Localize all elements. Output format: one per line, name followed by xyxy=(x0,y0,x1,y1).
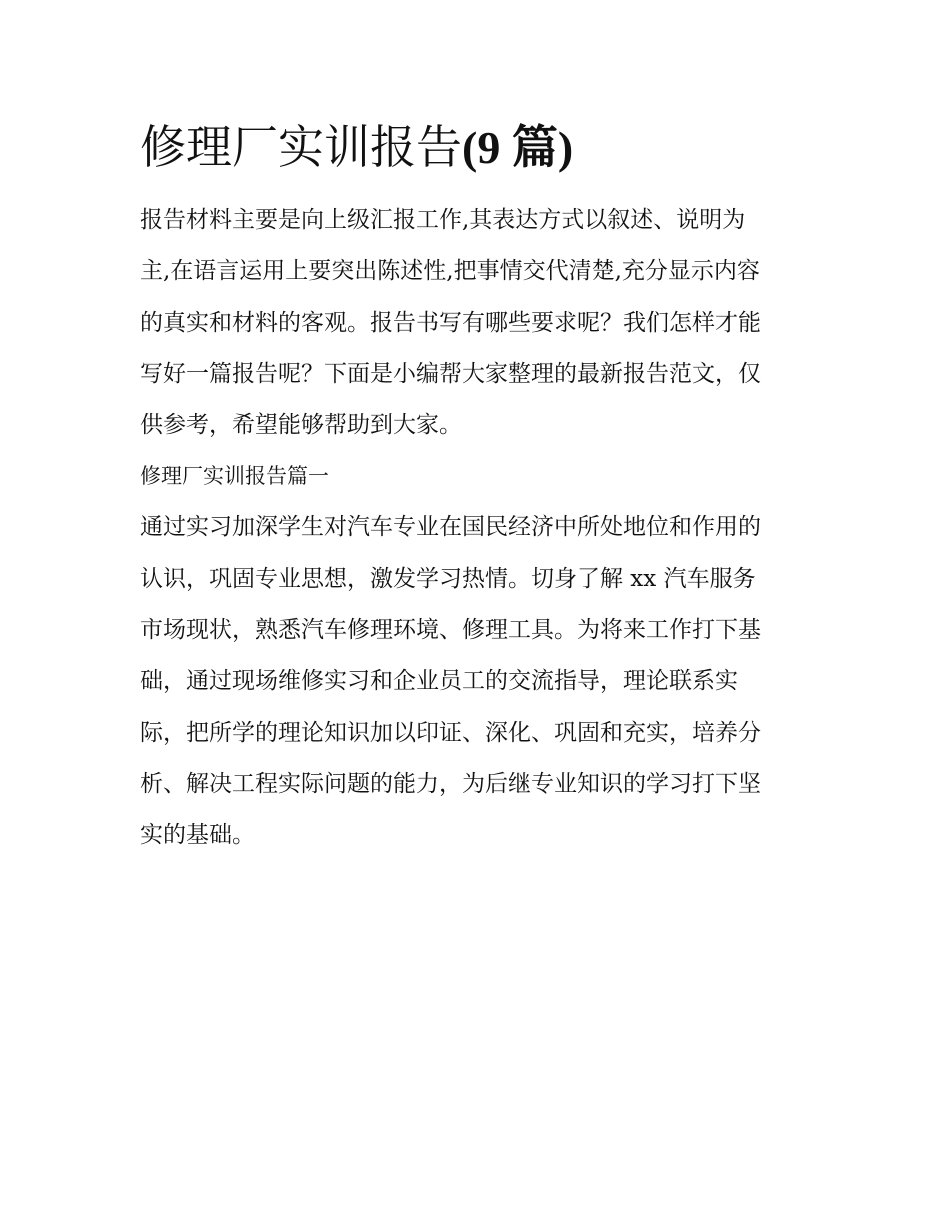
body-line: 析、解决工程实际问题的能力，为后继专业知识的学习打下坚 xyxy=(140,770,761,797)
intro-line: 主,在语言运用上要突出陈述性,把事情交代清楚,充分显示内容 xyxy=(140,258,760,285)
page-title-count: (9 篇) xyxy=(462,122,574,173)
body-line: 市场现状，熟悉汽车修理环境、修理工具。为将来工作打下基 xyxy=(140,617,761,644)
intro-line: 写好一篇报告呢？下面是小编帮大家整理的最新报告范文，仅 xyxy=(140,360,761,387)
body-line: 认识，巩固专业思想，激发学习热情。切身了解 xx 汽车服务 xyxy=(140,565,756,592)
document-content xyxy=(140,112,812,862)
page-title-text: 修理厂实训报告 xyxy=(140,120,462,174)
body-line: 际，把所学的理论知识加以印证、深化、巩固和充实，培养分 xyxy=(140,719,761,746)
page-title xyxy=(140,112,812,182)
body-paragraph xyxy=(140,502,812,861)
intro-line: 的真实和材料的客观。报告书写有哪些要求呢？我们怎样才能 xyxy=(140,309,761,336)
intro-paragraph xyxy=(140,195,812,451)
intro-line: 报告材料主要是向上级汇报工作,其表达方式以叙述、说明为 xyxy=(140,207,746,233)
intro-line: 供参考，希望能够帮助到大家。 xyxy=(140,412,462,439)
body-line: 础，通过现场维修实习和企业员工的交流指导，理论联系实 xyxy=(140,668,738,695)
body-line: 实的基础。 xyxy=(140,822,255,849)
body-line: 通过实习加深学生对汽车专业在国民经济中所处地位和作用的 xyxy=(140,514,761,541)
section-heading: 修理厂实训报告篇一 xyxy=(140,464,329,489)
